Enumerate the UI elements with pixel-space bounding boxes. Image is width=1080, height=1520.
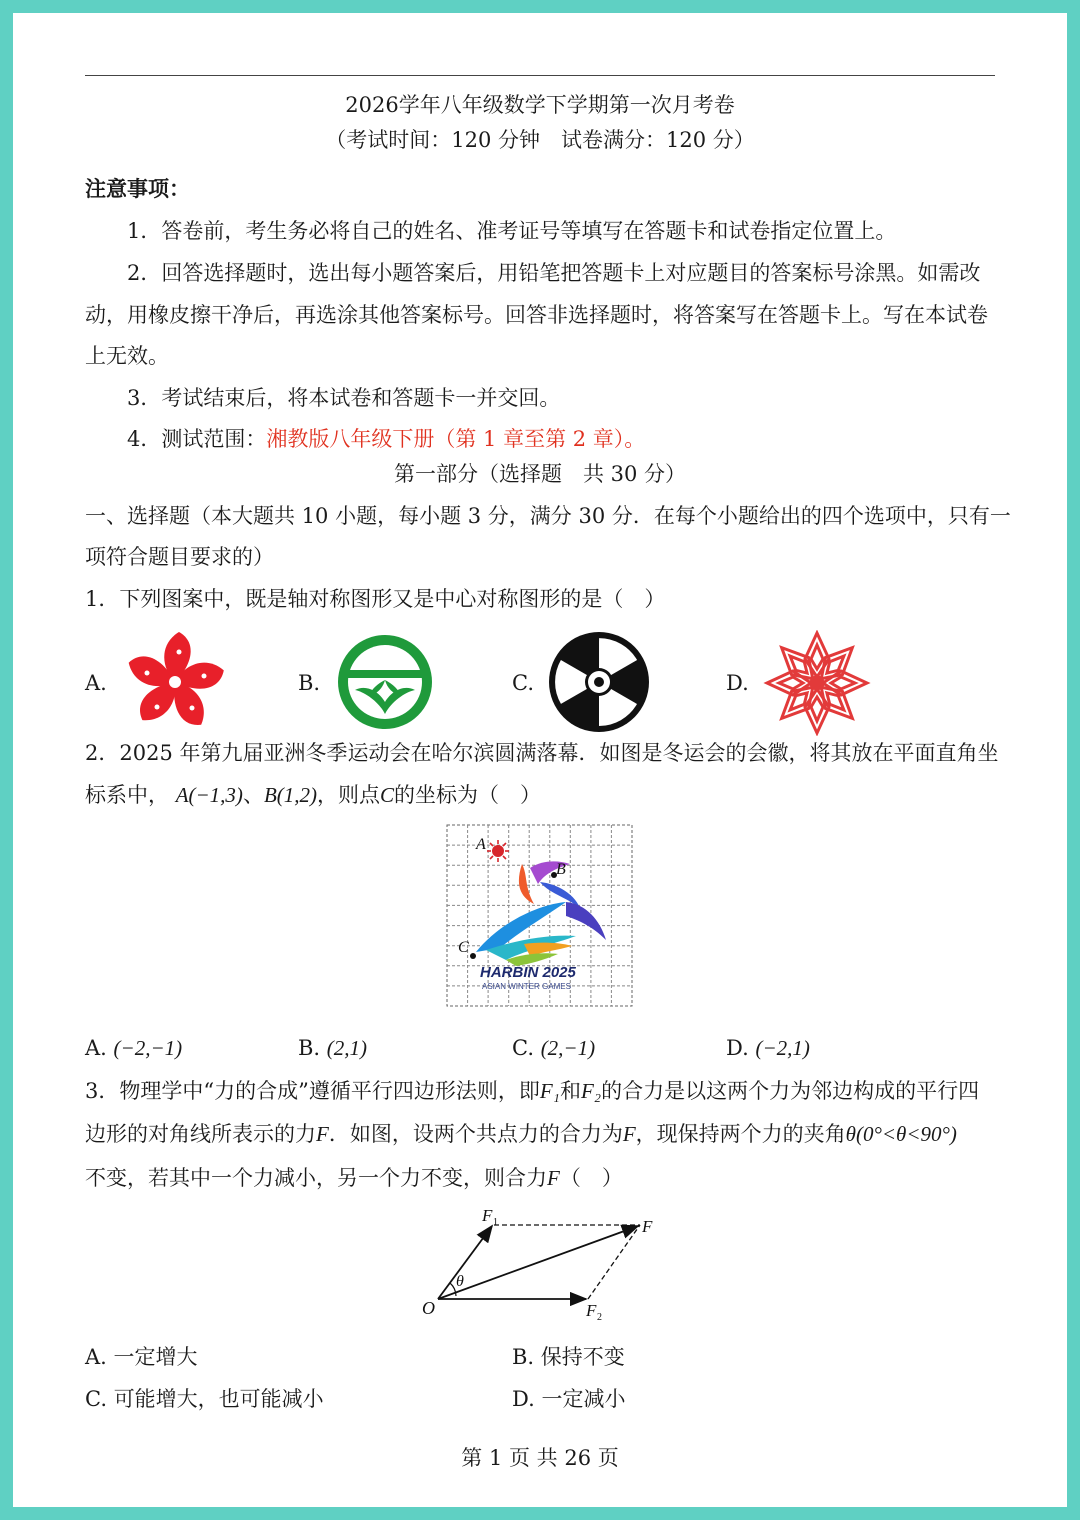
q2-option-c[interactable]: [512, 1033, 595, 1063]
point-c-dot: [470, 953, 476, 959]
q3-f-a: F: [316, 1122, 329, 1146]
notice-item-4-scope: 湘教版八年级下册（第 1 章至第 2 章）。: [266, 427, 646, 451]
force-parallelogram-diagram: [410, 1200, 670, 1326]
q3-line-1-post: 的合力是以这两个力为邻边构成的平行四: [601, 1079, 980, 1103]
label-f2: F: [586, 1301, 597, 1320]
q2-point-c: C: [380, 783, 395, 807]
section-1-line-1: 一、选择题（本大题共 10 小题，每小题 3 分，满分 30 分．在每个小题给出的四个选项中，只有一: [85, 504, 1011, 528]
notice-item-4-label: 4．测试范围：: [127, 427, 267, 451]
header-rule: [85, 75, 995, 76]
q3-option-d-text: 一定减小: [541, 1387, 626, 1411]
logo-text-harbin: HARBIN 2025: [480, 964, 576, 981]
notice-item-1: 1．答卷前，考生务必将自己的姓名、准考证号等填写在答题卡和试卷指定位置上。: [127, 219, 897, 243]
q3-option-b-text: 保持不变: [540, 1345, 625, 1369]
part-1-title: 第一部分（选择题 共 30 分）: [393, 462, 687, 486]
notice-heading: 注意事项：: [85, 176, 190, 201]
q2-option-d-label: D.: [726, 1036, 749, 1060]
label-f1: F: [482, 1206, 493, 1225]
exam-title: 2026学年八年级数学下学期第一次月考卷: [345, 93, 735, 117]
q2-point-b: B(1,2): [263, 783, 318, 807]
label-theta: θ: [456, 1273, 464, 1290]
q2-point-a: A(−1,3): [175, 783, 243, 807]
notice-item-2-line-1: 2．回答选择题时，选出每小题答案后，用铅笔把答题卡上对应题目的答案标号涂黑。如需改: [127, 261, 981, 285]
radiation-symbol-icon: [547, 630, 651, 734]
q3-line-1: [85, 1076, 979, 1106]
q3-theta-range: θ(0°<θ<90°): [845, 1122, 957, 1146]
resultant-f-arrow: [438, 1226, 638, 1299]
q3-option-b[interactable]: [512, 1342, 625, 1372]
q3-line-3-post: （ ）: [559, 1166, 623, 1190]
q2-option-b-value: (2,1): [326, 1036, 368, 1060]
force-f1-arrow: [438, 1226, 492, 1299]
q3-line-1-mid: 和: [559, 1079, 581, 1103]
q2-option-b-label: B.: [298, 1036, 321, 1060]
q2-separator: 、: [242, 783, 264, 807]
logo-text-games: ASIAN WINTER GAMES: [482, 982, 571, 991]
q3-f-c: F: [547, 1166, 560, 1190]
label-f1-subscript: 1: [493, 1217, 498, 1228]
sun-icon: [487, 840, 509, 862]
label-f2-subscript: 2: [597, 1312, 602, 1323]
q2-option-c-value: (2,−1): [540, 1036, 596, 1060]
q3-option-d[interactable]: [512, 1384, 625, 1414]
q2-option-d[interactable]: [726, 1033, 810, 1063]
bauhinia-flower-icon: [120, 630, 230, 734]
q2-line-2-post: ，则点: [317, 783, 381, 807]
q3-f1: F₁: [539, 1079, 560, 1103]
green-food-logo-icon: [335, 632, 435, 732]
notice-item-2-line-3: 上无效。: [85, 344, 169, 368]
q1-option-b-label[interactable]: B.: [298, 671, 321, 695]
q3-option-c-text: 可能增大，也可能减小: [113, 1387, 324, 1411]
notice-item-4: [127, 424, 645, 454]
exam-subtitle: （考试时间：120 分钟 试卷满分：120 分）: [325, 128, 755, 152]
q2-line-2-end: 的坐标为（ ）: [394, 783, 542, 807]
q3-line-2-prefix: 边形的对角线所表示的力: [85, 1122, 316, 1146]
q3-line-2: [85, 1119, 957, 1149]
exam-page: [85, 0, 1011, 1520]
label-f: F: [642, 1217, 653, 1236]
q3-option-d-label: D.: [512, 1387, 535, 1411]
label-c: C: [458, 939, 469, 956]
q1-option-c-label[interactable]: C.: [512, 671, 534, 695]
q2-option-c-label: C.: [512, 1036, 534, 1060]
q3-option-a-text: 一定增大: [113, 1345, 198, 1369]
q1-stem: 1．下列图案中，既是轴对称图形又是中心对称图形的是（ ）: [85, 587, 666, 611]
q3-option-a-label: A.: [85, 1345, 107, 1369]
label-b: B: [556, 861, 566, 878]
q3-line-3: [85, 1163, 623, 1193]
q2-line-2: [85, 780, 541, 810]
section-1-line-2: 项符合题目要求的）: [85, 545, 274, 569]
q3-f2: F₂: [580, 1079, 602, 1103]
notice-item-3: 3．考试结束后，将本试卷和答题卡一并交回。: [127, 386, 561, 410]
q2-option-a-value: (−2,−1): [113, 1036, 183, 1060]
harbin-emblem-grid-figure: [446, 824, 634, 1008]
q1-option-a-label[interactable]: A.: [85, 671, 107, 695]
q1-option-d-label[interactable]: D.: [726, 671, 749, 695]
q3-line-2-mid: ．如图，设两个共点力的合力为: [328, 1122, 623, 1146]
paper-cut-flower-icon: [763, 630, 871, 736]
q2-option-a[interactable]: [85, 1033, 182, 1063]
q2-line-2-prefix: 标系中，: [85, 783, 169, 807]
q3-option-b-label: B.: [512, 1345, 535, 1369]
label-a: A: [476, 836, 486, 853]
q3-f-b: F: [622, 1122, 636, 1146]
q3-option-c-label: C.: [85, 1387, 107, 1411]
q3-option-a[interactable]: [85, 1342, 198, 1372]
q3-line-3-prefix: 不变，若其中一个力减小，另一个力不变，则合力: [85, 1166, 547, 1190]
q2-option-b[interactable]: [298, 1033, 367, 1063]
page-footer: 第 1 页 共 26 页: [461, 1446, 619, 1470]
q2-option-d-value: (−2,1): [755, 1036, 810, 1060]
notice-item-2-line-2: 动，用橡皮擦干净后，再选涂其他答案标号。回答非选择题时，将答案写在答题卡上。写在本试卷: [85, 303, 988, 327]
q3-option-c[interactable]: [85, 1384, 324, 1414]
q2-option-a-label: A.: [85, 1036, 107, 1060]
q3-line-2-mid2: ，现保持两个力的夹角: [635, 1122, 846, 1146]
q2-line-1: 2．2025 年第九届亚洲冬季运动会在哈尔滨圆满落幕．如图是冬运会的会徽，将其放在平面直角坐: [85, 741, 999, 765]
parallel-dashed-right: [588, 1225, 640, 1299]
q3-line-1-prefix: 3．物理学中“力的合成”遵循平行四边形法则，即: [85, 1079, 540, 1103]
label-o: O: [422, 1298, 435, 1318]
